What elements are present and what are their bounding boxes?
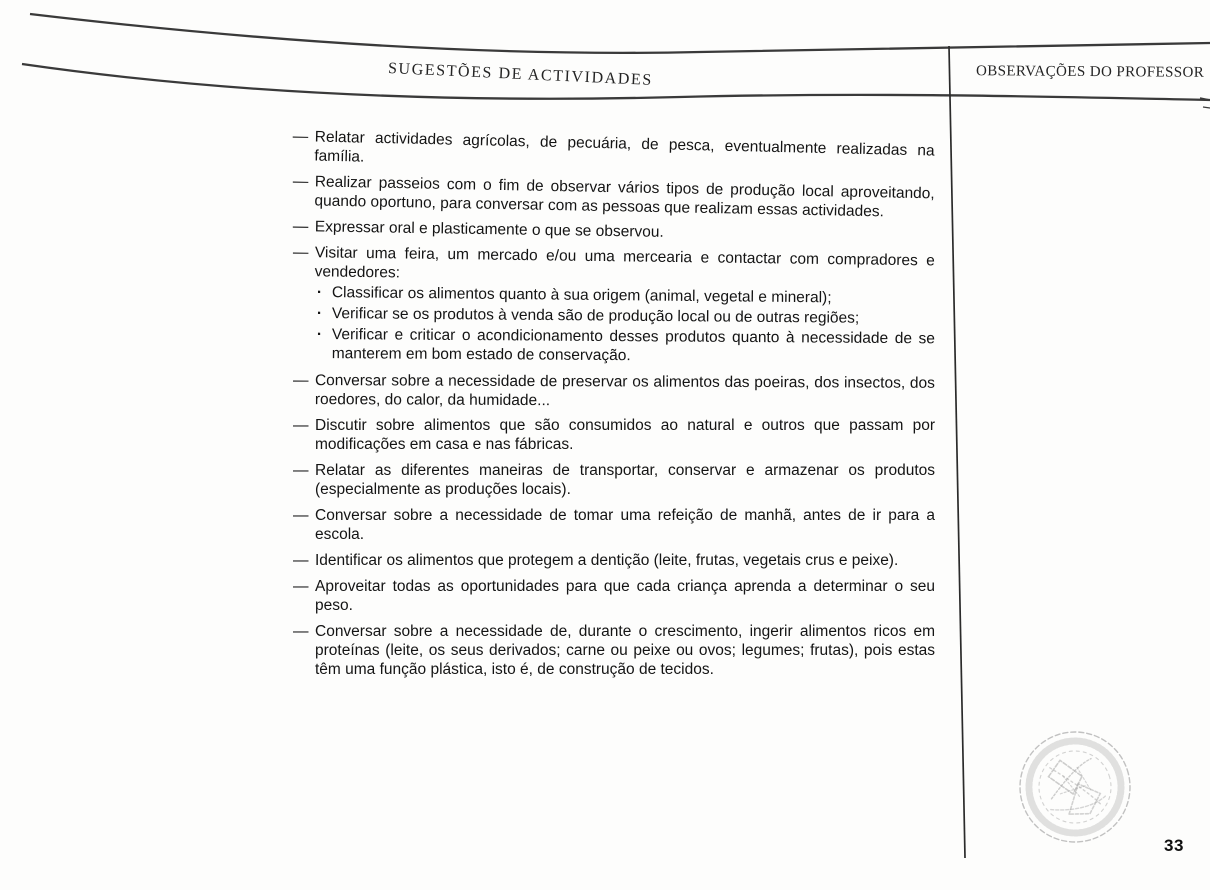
dash-bullet: — xyxy=(293,507,309,524)
sub-list-item xyxy=(317,325,935,367)
list-item-text: Identificar os alimentos que protegem a dentição (leite, frutas, vegetais crus e peixe). xyxy=(315,552,899,569)
column-divider-line xyxy=(949,46,965,858)
list-item-text: Visitar uma feira, um mercado e/ou uma mercearia e contactar com compradores e vendedores: xyxy=(314,244,935,282)
dash-bullet: — xyxy=(292,243,309,262)
list-item-text: Aproveitar todas as oportunidades para que cada criança aprenda a determinar o seu peso. xyxy=(315,578,935,614)
dash-bullet: — xyxy=(292,217,309,236)
right-column-header: OBSERVAÇÕES DO PROFESSOR xyxy=(975,63,1205,81)
dash-bullet: — xyxy=(293,578,309,595)
list-item-text: Conversar sobre a necessidade de, durante o crescimento, ingerir alimentos ricos em proteínas (leite, os seus derivados; carne ou peixe ou ovos; legumes; frutas), pois estas têm uma função plástica, isto é, de construção de tecidos. xyxy=(315,623,935,678)
list-item xyxy=(293,217,935,246)
list-item xyxy=(293,551,935,570)
dash-bullet: — xyxy=(293,462,309,479)
dash-bullet: — xyxy=(292,127,309,146)
list-item-text: Relatar actividades agrícolas, de pecuária, de pesca, eventualmente realizadas na família. xyxy=(314,128,935,166)
list-item xyxy=(293,243,935,289)
circular-seal-stamp-icon xyxy=(1016,728,1134,846)
left-column-header: SUGESTÕES DE ACTIVIDADES xyxy=(387,60,654,90)
list-item xyxy=(293,577,935,615)
list-item-text: Classificar os alimentos quanto à sua origem (animal, vegetal e mineral); xyxy=(331,284,832,307)
dash-bullet: — xyxy=(292,372,309,390)
activities-list xyxy=(293,127,935,686)
dot-bullet: · xyxy=(316,304,323,323)
dot-bullet: · xyxy=(316,283,323,302)
dash-bullet: — xyxy=(293,552,309,569)
list-item-text: Verificar e criticar o acondicionamento desses produtos quanto à necessidade de se manterem em bom estado de conservação. xyxy=(331,326,935,365)
list-item xyxy=(293,371,935,412)
list-item-text: Expressar oral e plasticamente o que se observou. xyxy=(314,218,664,241)
list-item xyxy=(293,416,935,454)
list-item xyxy=(292,127,935,180)
list-item xyxy=(293,506,935,544)
page-number: 33 xyxy=(1164,836,1184,855)
dash-bullet: — xyxy=(293,623,309,640)
list-item-text: Discutir sobre alimentos que são consumidos ao natural e outros que passam por modificações em casa e nas fábricas. xyxy=(315,417,935,453)
dash-bullet: — xyxy=(292,172,309,191)
dot-bullet: · xyxy=(316,325,323,344)
edge-artifact-tick xyxy=(1203,107,1210,108)
list-item-text: Relatar as diferentes maneiras de transportar, conservar e armazenar os produtos (especialmente as produções locais). xyxy=(315,462,935,498)
list-item xyxy=(292,172,935,222)
list-item-text: Conversar sobre a necessidade de preservar os alimentos das poeiras, dos insectos, dos roedores, do calor, da humidade... xyxy=(314,372,935,410)
edge-artifact-tick xyxy=(1200,98,1210,100)
list-item xyxy=(293,622,935,679)
top-curve-line xyxy=(30,14,1210,53)
list-item-text: Realizar passeios com o fim de observar vários tipos de produção local aproveitando, quando oportuno, para conversar com as pessoas que realizam essas actividades. xyxy=(314,173,935,221)
list-item xyxy=(293,461,935,499)
list-item-text: Verificar se os produtos à venda são de produção local ou de outras regiões; xyxy=(331,305,860,327)
dash-bullet: — xyxy=(293,417,309,434)
list-item-text: Conversar sobre a necessidade de tomar uma refeição de manhã, antes de ir para a escola. xyxy=(315,507,935,543)
